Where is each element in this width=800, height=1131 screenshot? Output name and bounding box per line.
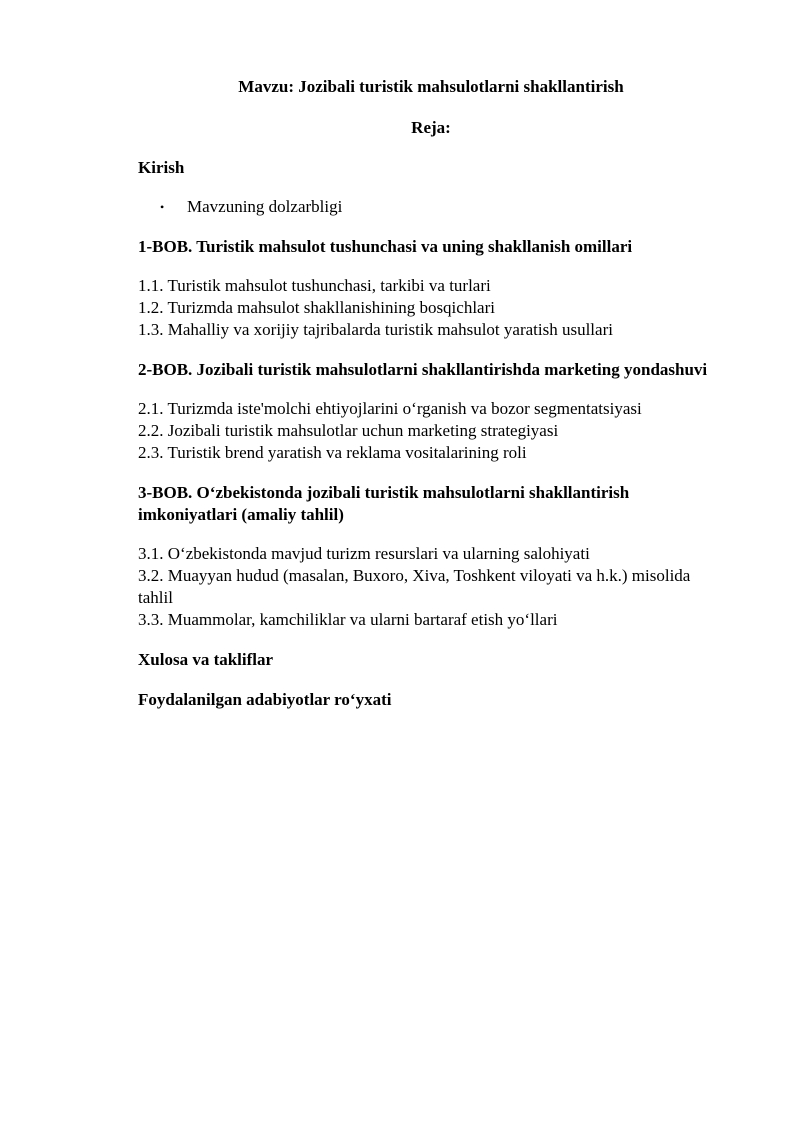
chapter-item: 1.3. Mahalliy va xorijiy tajribalarda turistik mahsulot yaratish usullari bbox=[138, 320, 613, 339]
chapter-2 bbox=[138, 359, 718, 464]
chapter-3 bbox=[138, 482, 718, 631]
chapter-item: 3.2. Muayyan hudud (masalan, Buxoro, Xiva, Toshkent viloyati va h.k.) misolida tahlil bbox=[138, 566, 691, 607]
chapter-item: 1.1. Turistik mahsulot tushunchasi, tarkibi va turlari bbox=[138, 276, 491, 295]
intro-bullet-item bbox=[138, 196, 718, 218]
chapter-item: 2.1. Turizmda iste'molchi ehtiyojlarini o‘rganish va bozor segmentatsiyasi bbox=[138, 399, 642, 418]
chapter-item: 2.2. Jozibali turistik mahsulotlar uchun marketing strategiyasi bbox=[138, 421, 559, 440]
intro-bullet-text: Mavzuning dolzarbligi bbox=[187, 197, 343, 216]
references-heading: Foydalanilgan adabiyotlar ro‘yxati bbox=[138, 690, 392, 709]
chapter-item: 2.3. Turistik brend yaratish va reklama vositalarining roli bbox=[138, 443, 527, 462]
document-body bbox=[138, 157, 718, 711]
bullet-icon: • bbox=[160, 200, 165, 214]
chapter-item: 3.3. Muammolar, kamchiliklar va ularni bartaraf etish yo‘llari bbox=[138, 610, 558, 629]
chapter-items bbox=[138, 398, 718, 464]
chapter-1 bbox=[138, 236, 718, 341]
chapter-item: 1.2. Turizmda mahsulot shakllanishining bosqichlari bbox=[138, 298, 495, 317]
conclusion-heading: Xulosa va takliflar bbox=[138, 650, 274, 669]
intro-heading: Kirish bbox=[138, 158, 185, 177]
chapter-heading: 1-BOB. Turistik mahsulot tushunchasi va uning shakllanish omillari bbox=[138, 237, 633, 256]
document-title: Mavzu: Jozibali turistik mahsulotlarni shakllantirish bbox=[238, 77, 624, 96]
chapter-item: 3.1. O‘zbekistonda mavjud turizm resurslari va ularning salohiyati bbox=[138, 544, 590, 563]
chapter-items bbox=[138, 543, 718, 631]
chapter-heading: 2-BOB. Jozibali turistik mahsulotlarni shakllantirishda marketing yondashuvi bbox=[138, 360, 708, 379]
chapter-items bbox=[138, 275, 718, 341]
intro-bullet-list bbox=[138, 196, 718, 218]
plan-label: Reja: bbox=[411, 118, 451, 137]
chapter-heading: 3-BOB. O‘zbekistonda jozibali turistik mahsulotlarni shakllantirish imkoniyatlari (amaliy tahlil) bbox=[138, 483, 630, 524]
